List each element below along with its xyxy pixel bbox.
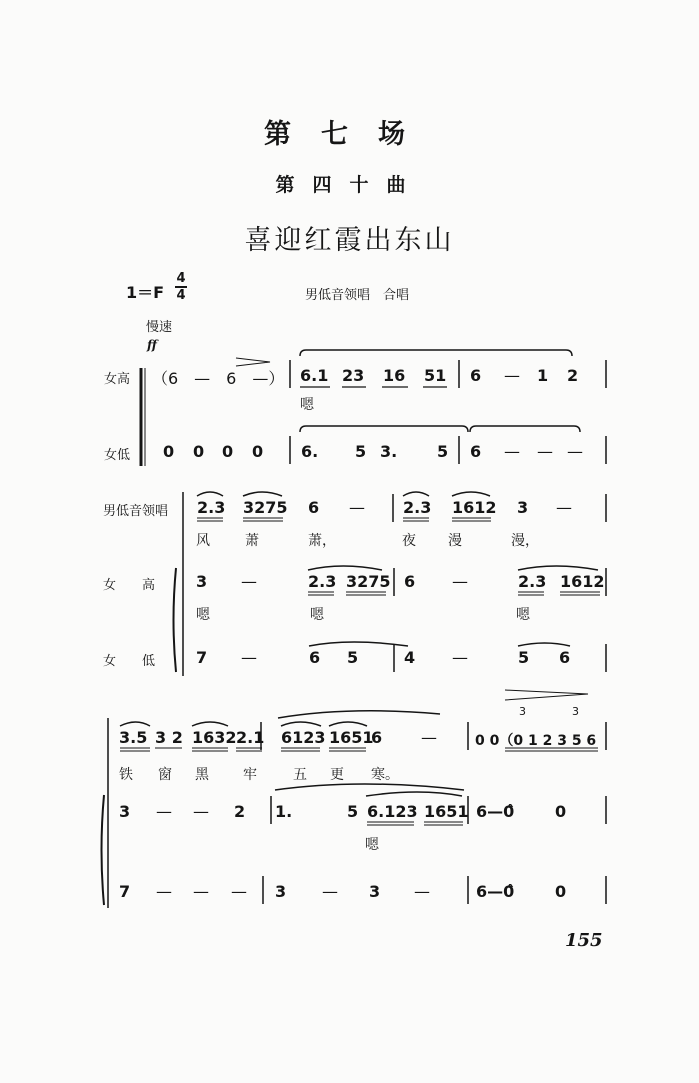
lyric-b2-4: 夜 bbox=[402, 533, 416, 549]
note-a3-10: 0 bbox=[555, 882, 567, 901]
slur bbox=[309, 642, 408, 646]
note-a1-1: 0 bbox=[163, 442, 175, 461]
note-b2-4: — bbox=[349, 498, 365, 517]
note-a2-3: 6 bbox=[309, 648, 321, 667]
note-s2-2: — bbox=[241, 572, 257, 591]
dynamic-mark: ff bbox=[147, 338, 157, 352]
slur bbox=[403, 492, 429, 496]
note-a1-10: — bbox=[504, 442, 520, 461]
slur bbox=[308, 566, 382, 570]
triplet-mark-1: 3 bbox=[519, 705, 526, 718]
key-signature: 1＝F bbox=[126, 283, 165, 302]
note-b2-8: — bbox=[556, 498, 572, 517]
note-s2-1: 3 bbox=[196, 572, 208, 591]
note-s1-7: 1 bbox=[537, 366, 549, 385]
note-a3-1: 7 bbox=[119, 882, 131, 901]
note-a3-2: — bbox=[156, 882, 172, 901]
lyric-s2-1: 嗯 bbox=[196, 607, 210, 623]
lyric-b2-5: 漫 bbox=[448, 533, 462, 549]
label-alto-2: 女 低 bbox=[103, 654, 156, 669]
note-b2-6: 1612 bbox=[452, 498, 497, 517]
lyric-b3-2: 窗 bbox=[158, 767, 172, 783]
note-a1-3: 0 bbox=[222, 442, 234, 461]
note-s3-8: 1651 bbox=[424, 802, 469, 821]
lyric-b3-6: 更 bbox=[330, 767, 344, 783]
slur-long bbox=[278, 711, 440, 718]
beam bbox=[367, 822, 463, 825]
voicing-note: 男低音领唱 合唱 bbox=[305, 288, 410, 303]
slur bbox=[120, 722, 367, 726]
note-s1-8: 2 bbox=[567, 366, 579, 385]
note-s2-4: 3275 bbox=[346, 572, 391, 591]
note-b2-5: 2.3 bbox=[403, 498, 432, 517]
note-s1-4: 51 bbox=[424, 366, 447, 385]
beam bbox=[197, 518, 491, 521]
note-a1-12: — bbox=[567, 442, 583, 461]
system-brace-3 bbox=[102, 795, 105, 905]
note-s3-5: 1. bbox=[275, 802, 293, 821]
label-soprano-1: 女高 bbox=[104, 372, 131, 387]
note-b3-4: 2.1 bbox=[236, 728, 265, 747]
note-a3-7: 3 bbox=[369, 882, 381, 901]
lyric-b3-7: 寒。 bbox=[371, 767, 399, 783]
slur bbox=[243, 492, 282, 496]
page-number: 155 bbox=[565, 930, 603, 951]
note-a2-6: — bbox=[452, 648, 468, 667]
note-a3-6: — bbox=[322, 882, 338, 901]
note-a2-5: 4 bbox=[404, 648, 416, 667]
intro-phrase: （6 — 6 —） bbox=[152, 369, 285, 388]
note-a1-9: 6 bbox=[470, 442, 482, 461]
note-s1-5: 6 bbox=[470, 366, 482, 385]
lyric-b2-6: 漫， bbox=[511, 533, 539, 549]
note-s2-3: 2.3 bbox=[308, 572, 337, 591]
scene-title: 第七场 bbox=[264, 119, 435, 150]
piece-number: 第四十曲 bbox=[275, 174, 424, 196]
time-bottom: 4 bbox=[176, 287, 186, 303]
lyric-s2-2: 嗯 bbox=[310, 607, 324, 623]
note-a1-4: 0 bbox=[252, 442, 264, 461]
slur bbox=[300, 350, 572, 356]
note-b3-5: 6123 bbox=[281, 728, 326, 747]
note-s3-1: 3 bbox=[119, 802, 131, 821]
note-b3-7: 6 bbox=[371, 728, 383, 747]
label-bass-2: 男低音领唱 bbox=[103, 504, 169, 519]
note-a1-11: — bbox=[537, 442, 553, 461]
note-a3-5: 3 bbox=[275, 882, 287, 901]
note-s3-3: — bbox=[193, 802, 209, 821]
tempo-mark: 慢速 bbox=[146, 320, 173, 335]
note-s2-6: — bbox=[452, 572, 468, 591]
slur bbox=[197, 492, 223, 496]
note-s2-5: 6 bbox=[404, 572, 416, 591]
lyric-b3-4: 牢 bbox=[243, 767, 257, 783]
lyric-s3: 嗯 bbox=[365, 837, 379, 853]
lyric-b2-1: 风 bbox=[196, 533, 210, 549]
lyric-b2-2: 萧 bbox=[245, 533, 259, 549]
triplet-mark-2: 3 bbox=[572, 705, 579, 718]
lyric-b3-3: 黑 bbox=[195, 767, 209, 783]
note-a1-8: 5 bbox=[437, 442, 449, 461]
note-s1-6: — bbox=[504, 366, 520, 385]
lyric-s2-3: 嗯 bbox=[516, 607, 530, 623]
barline bbox=[261, 722, 606, 750]
note-a2-1: 7 bbox=[196, 648, 208, 667]
note-b3-9: 0 0（0 1 2 3 5 6 bbox=[475, 733, 597, 749]
decrescendo-hairpin bbox=[505, 690, 588, 700]
system-brace-2 bbox=[174, 568, 177, 672]
note-a2-8: 6 bbox=[559, 648, 571, 667]
note-s3-2: — bbox=[156, 802, 172, 821]
note-a3-3: — bbox=[193, 882, 209, 901]
note-a2-4: 5 bbox=[347, 648, 359, 667]
slur bbox=[518, 566, 598, 570]
note-a1-7: 3. bbox=[380, 442, 398, 461]
note-s3-9: 6—0̂ bbox=[476, 802, 515, 821]
note-b3-2: 3 2 bbox=[155, 728, 183, 747]
note-a1-6: 5 bbox=[355, 442, 367, 461]
note-b3-1: 3.5 bbox=[119, 728, 148, 747]
lyric-b2-3: 萧， bbox=[308, 533, 336, 549]
slur bbox=[470, 426, 580, 432]
lyric-b3-1: 铁 bbox=[119, 767, 133, 783]
lyric-s1: 嗯 bbox=[300, 397, 314, 413]
note-s3-10: 0 bbox=[555, 802, 567, 821]
note-s1-3: 16 bbox=[383, 366, 406, 385]
decrescendo-hairpin bbox=[236, 358, 270, 366]
note-s1-1: 6.1 bbox=[300, 366, 329, 385]
slur bbox=[300, 426, 468, 432]
note-b2-1: 2.3 bbox=[197, 498, 226, 517]
slur bbox=[518, 643, 570, 646]
label-alto-1: 女低 bbox=[104, 448, 131, 463]
note-b3-3: 1632 bbox=[192, 728, 237, 747]
note-s3-6: 5 bbox=[347, 802, 359, 821]
note-s1-2: 23 bbox=[342, 366, 365, 385]
song-title: 喜迎红霞出东山 bbox=[244, 225, 455, 256]
note-a1-2: 0 bbox=[193, 442, 205, 461]
note-a1-5: 6. bbox=[301, 442, 319, 461]
note-a3-9: 6—0̂ bbox=[476, 882, 515, 901]
note-b3-8: — bbox=[421, 728, 437, 747]
note-s2-8: 1612 bbox=[560, 572, 605, 591]
beam bbox=[120, 748, 598, 751]
note-b2-3: 6 bbox=[308, 498, 320, 517]
slur bbox=[275, 784, 464, 796]
note-s3-7: 6.123 bbox=[367, 802, 418, 821]
barline bbox=[271, 796, 606, 824]
note-b3-6: 1651 bbox=[329, 728, 374, 747]
note-a3-8: — bbox=[414, 882, 430, 901]
time-top: 4 bbox=[176, 271, 186, 286]
note-b2-2: 3275 bbox=[243, 498, 288, 517]
slur bbox=[452, 492, 490, 496]
note-a3-4: — bbox=[231, 882, 247, 901]
lyric-b3-5: 五 bbox=[293, 767, 307, 783]
barline bbox=[263, 876, 606, 904]
note-a2-7: 5 bbox=[518, 648, 530, 667]
note-b2-7: 3 bbox=[517, 498, 529, 517]
note-a2-2: — bbox=[241, 648, 257, 667]
note-s3-4: 2 bbox=[234, 802, 246, 821]
note-s2-7: 2.3 bbox=[518, 572, 547, 591]
beam bbox=[308, 592, 600, 595]
label-soprano-2: 女 高 bbox=[103, 578, 156, 593]
